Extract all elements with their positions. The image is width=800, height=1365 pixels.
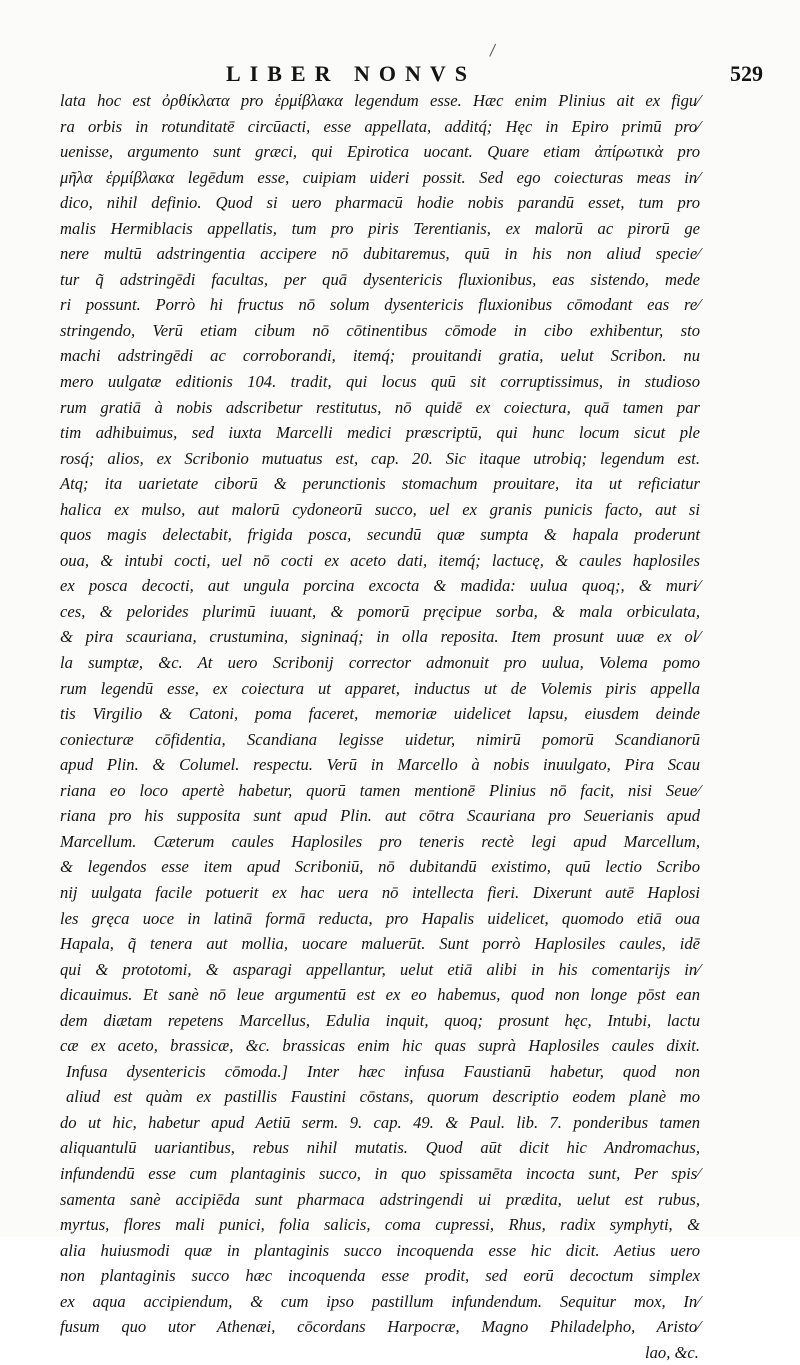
text-line: apud Plin. & Columel. respectu. Verū in Marcello à nobis inuulgato, Pira Scau (60, 755, 700, 775)
text-line: tur q̃ adstringēdi facultas, per quā dysentericis fluxionibus, eas sistendo, mede (60, 269, 700, 289)
body-text (60, 88, 700, 1365)
text-line: ra orbis in rotunditatē circūacti, esse appellata, additq́; Hęc in Epiro primū pro⁄ (60, 116, 700, 136)
text-line: rum gratiā à nobis adscribetur restitutus, nō quidē ex coiectura, quā tamen par (60, 397, 700, 417)
text-line: stringendo, Verū etiam cibum nō cōtinentibus cōmode in cibo exhibentur, sto (60, 320, 700, 340)
text-line: coniecturæ cōfidentia, Scandiana legisse uidetur, nimirū pomorū Scandianorū (60, 729, 700, 749)
text-line: tis Virgilio & Catoni, poma faceret, memoriæ uidelicet lapsu, eiusdem deinde (60, 704, 700, 724)
text-line: Atq; ita uarietate ciborū & perunctionis stomachum prouitare, ita ut reficiatur (60, 474, 700, 494)
text-line: malis Hermiblacis appellatis, tum pro piris Terentianis, ex malorū ac pirorū ge (60, 218, 700, 238)
text-line: infundendū esse cum plantaginis succo, in quo spissamēta incocta sunt, Per spis⁄ (60, 1163, 700, 1183)
text-line: aliud est quàm ex pastillis Faustini cōstans, quorum descriptio eodem planè mo (66, 1087, 700, 1107)
section-heading-line: Infusa dysentericis cōmoda.] Inter hæc infusa Faustianū habetur, quod non (66, 1061, 700, 1081)
text-line: alia huiusmodi quæ in plantaginis succo incoquenda esse hic dicit. Aetius uero (60, 1240, 700, 1260)
page-header (0, 56, 800, 92)
text-line: nere multū adstringentia accipere nō dubitaremus, quū in his non aliud specie⁄ (60, 244, 700, 264)
text-line: ces, & pelorides plurimū iuuant, & pomorū pręcipue sorba, & mala orbiculata, (60, 601, 700, 621)
running-head: LIBER NONVS (226, 61, 476, 86)
text-line: uenisse, argumento sunt græci, qui Epirotica uocant. Quare etiam ἀπίρωτικὰ pro (60, 142, 700, 162)
text-line: oua, & intubi cocti, uel nō cocti ex aceto dati, itemq́; lactucę, & caules haplosiles (60, 550, 700, 570)
text-line: ex posca decocti, aut ungula porcina excocta & madida: uulua quoq;, & muri⁄ (60, 576, 700, 596)
text-line: & pira scauriana, crustumina, signinaq́; in olla reposita. Item prosunt uuæ ex ol⁄ (60, 627, 700, 647)
text-line: ex aqua accipiendum, & cum ipso pastillum infundendum. Sequitur mox, In⁄ (60, 1291, 700, 1311)
text-line: dem diætam repetens Marcellus, Edulia inquit, quoq; prosunt hęc, Intubi, lactu (60, 1010, 700, 1030)
text-line: la sumptæ, &c. At uero Scribonij corrector admonuit pro uulua, Volema pomo (60, 653, 700, 673)
text-line: machi adstringēdi ac corroborandi, itemq́; prouitandi gratia, uelut Scribon. nu (60, 346, 700, 366)
text-line: halica ex mulso, aut malorū cydoneorū succo, uel ex granis punicis facto, aut si (60, 499, 700, 519)
catchword-line: lao, &c. (645, 1342, 699, 1362)
text-line: Hapala, q̃ tenera aut mollia, uocare maluerūt. Sunt porrò Haplosiles caules, idē (60, 934, 700, 954)
text-line: lata hoc est ὀρθίκλατα pro ἑρμίβλακα legendum esse. Hæc enim Plinius ait ex figu⁄ (60, 91, 700, 110)
text-line: rum legendū esse, ex coiectura ut apparet, inductus ut de Volemis piris appella (60, 678, 700, 698)
text-line: mero uulgatæ editionis 104. tradit, qui locus quū sit corruptissimus, in studioso (60, 372, 700, 392)
text-line: nij uulgata facile potuerit ex hac uera nō intellecta fieri. Dixerunt autē Haplosi (60, 882, 700, 902)
text-line: ri possunt. Porrò hi fructus nō solum dysentericis fluxionibus cōmodant eas re⁄ (60, 295, 700, 315)
text-line: fusum quo utor Athenæi, cōcordans Harpocræ, Magno Philadelpho, Aristo⁄ (60, 1317, 700, 1337)
text-line: cæ ex aceto, brassicæ, &c. brassicas enim hic quas suprà Haplosiles caules dixit. (60, 1036, 700, 1056)
text-line: rosq́; alios, ex Scribonio mutuatus est, cap. 20. Sic itaque utrobiq; legendum est. (60, 448, 700, 468)
text-line: myrtus, flores mali punici, folia salicis, coma cupressi, Rhus, radix symphyti, & (60, 1215, 700, 1235)
text-line: dicauimus. Et sanè nō leue argumentū est ex eo habemus, quod non longe pōst ean (60, 985, 700, 1005)
text-line: tim adhibuimus, sed iuxta Marcelli medici præscriptū, qui hunc locum sicut ple (60, 423, 700, 443)
text-line: riana pro his supposita sunt apud Plin. aut cōtra Scauriana pro Seuerianis apud (60, 806, 700, 826)
text-line: aliquantulū uariantibus, rebus nihil mutatis. Quod aūt dicit hic Andromachus, (60, 1138, 700, 1158)
text-line: quos magis delectabit, frigida posca, secundū quæ sumpta & hapala proderunt (60, 525, 700, 545)
text-line: Marcellum. Cæterum caules Haplosiles pro teneris rectè legi apud Marcellum, (60, 831, 700, 851)
text-line: μῆλα ἑρμίβλακα legēdum esse, cuipiam uideri possit. Sed ego coiecturas meas in⁄ (60, 167, 700, 187)
text-line: non plantaginis succo hæc incoquenda esse prodit, sed eorū decoctum simplex (60, 1266, 700, 1286)
text-line: do ut hic, habetur apud Aetiū serm. 9. cap. 49. & Paul. lib. 7. ponderibus tamen (60, 1112, 700, 1132)
text-line: samenta sanè accipiēda sunt pharmaca adstringendi ui prædita, uelut est rubus, (60, 1189, 700, 1209)
text-line: les gręca uoce in latinā formā reducta, pro Hapalis uidelicet, quomodo etiā oua (60, 908, 700, 928)
text-line: qui & prototomi, & asparagi appellantur, uelut etiā alibi in his comentarijs in⁄ (60, 959, 700, 979)
text-line: dico, nihil definio. Quod si uero pharmacū hodie nobis parandū esset, tum pro (60, 193, 700, 213)
text-line: & legendos esse item apud Scriboniū, nō dubitandū existimo, quū lectio Scribo (60, 857, 700, 877)
page-number: 529 (730, 61, 763, 86)
text-line: riana eo loco apertè habetur, quorū tamen mentionē Plinius nō facit, nisi Seue⁄ (60, 780, 700, 800)
